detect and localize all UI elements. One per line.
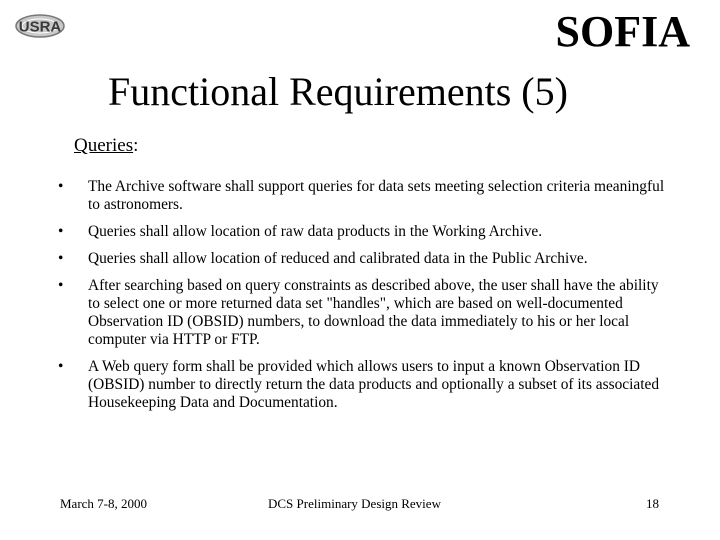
bullet-icon: • — [58, 277, 64, 294]
bullet-icon: • — [58, 223, 64, 240]
page-number: 18 — [646, 496, 659, 511]
bullet-icon: • — [58, 358, 64, 375]
brand-name: SOFIA — [555, 7, 690, 56]
section-heading-colon: : — [133, 135, 139, 156]
requirements-list — [54, 178, 672, 421]
list-item — [54, 178, 672, 214]
list-item-text: After searching based on query constraints as described above, the user shall have the ability to select one or more returned data set "handles", which are based on well-documented Observation ID (OBSID) numbers, to download the data immediately to his or her local computer via HTTP or FTP. — [88, 277, 659, 348]
section-heading-label: Queries — [74, 135, 134, 156]
list-item — [54, 358, 672, 412]
list-item-text: Queries shall allow location of raw data products in the Working Archive. — [88, 223, 543, 240]
footer-title: DCS Preliminary Design Review — [268, 496, 441, 511]
list-item — [54, 277, 672, 349]
list-item-text: Queries shall allow location of reduced and calibrated data in the Public Archive. — [88, 250, 588, 267]
slide-title: Functional Requirements (5) — [108, 69, 568, 114]
usra-logo-icon — [14, 13, 66, 39]
list-item-text: The Archive software shall support queries for data sets meeting selection criteria meaningful to astronomers. — [88, 178, 665, 213]
usra-logo-text: USRA — [18, 18, 62, 36]
section-heading — [74, 136, 138, 155]
footer-date: March 7-8, 2000 — [60, 496, 148, 511]
list-item — [54, 223, 672, 241]
list-item-text: A Web query form shall be provided which allows users to input a known Observation ID (OBSID) number to directly return the data products and optionally a subset of its associated Housekeeping Data and Documentation. — [88, 358, 660, 411]
bullet-icon: • — [58, 178, 64, 195]
usra-logo — [14, 13, 66, 39]
list-item — [54, 250, 672, 268]
bullet-icon: • — [58, 250, 64, 267]
